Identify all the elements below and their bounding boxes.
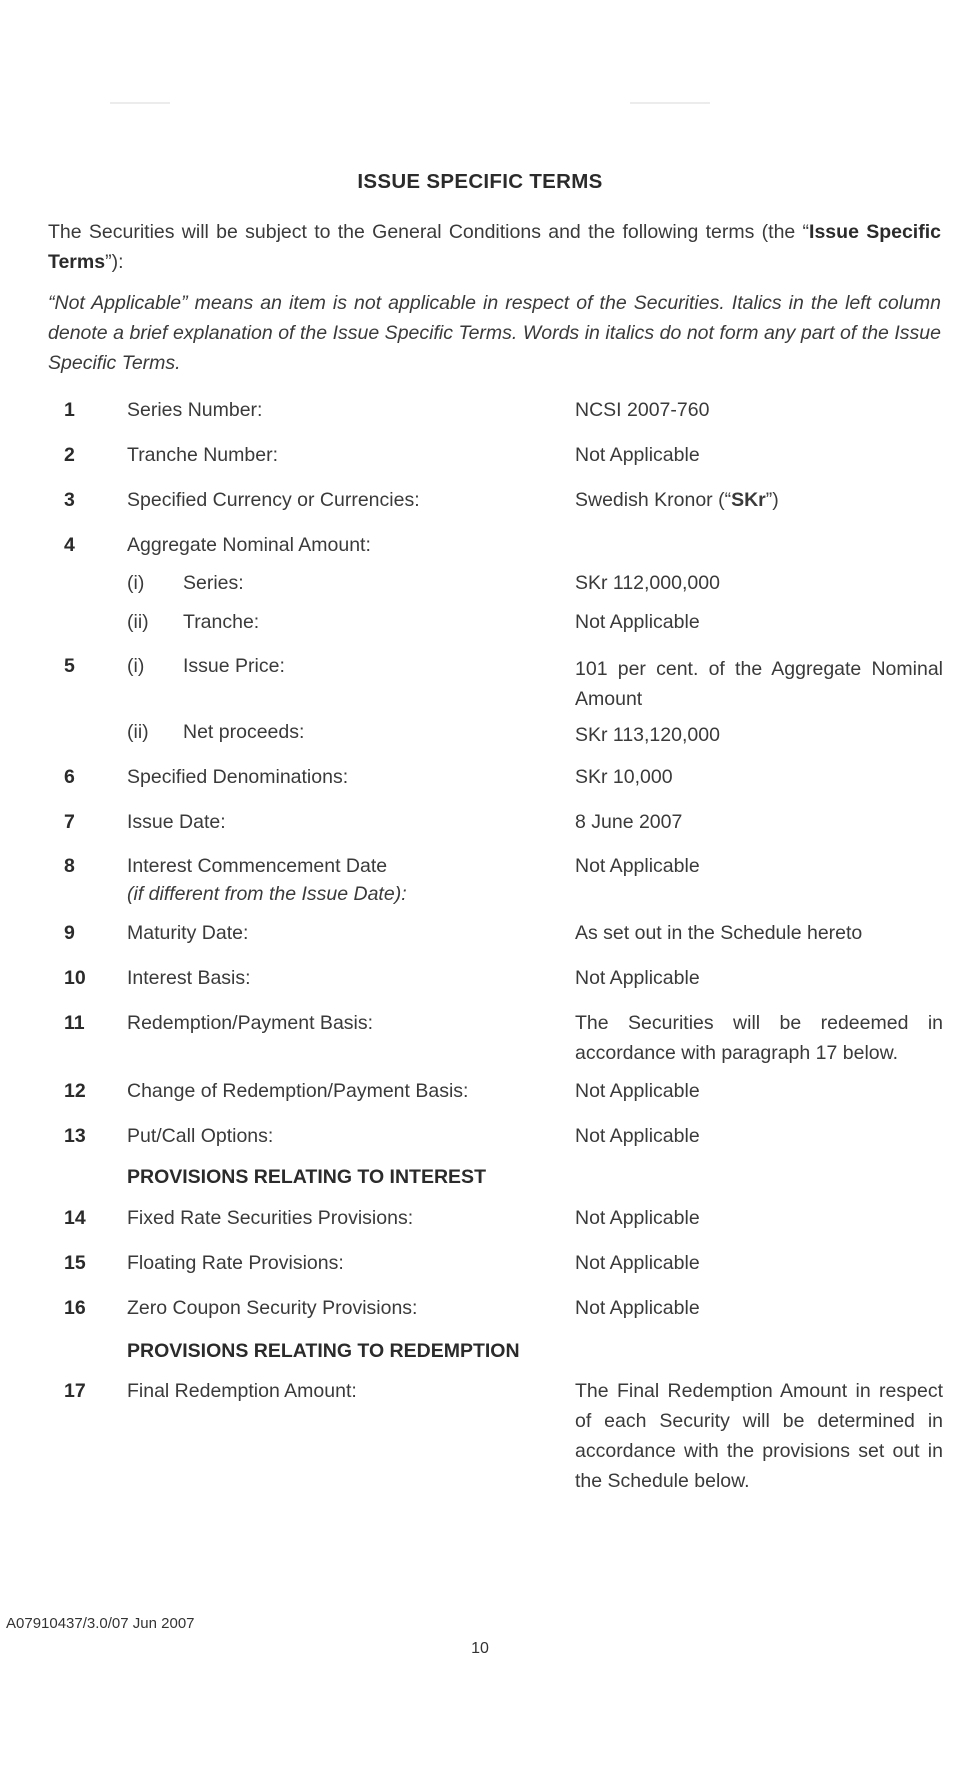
term-number: 17	[64, 1380, 86, 1402]
term-number: 9	[64, 922, 75, 944]
sub-number: (ii)	[127, 721, 149, 743]
term-number: 5	[64, 655, 75, 677]
term-value: Not Applicable	[575, 855, 700, 877]
term-label: Fixed Rate Securities Provisions:	[127, 1207, 414, 1229]
term-number: 1	[64, 399, 75, 421]
page-title: ISSUE SPECIFIC TERMS	[357, 170, 603, 193]
term-value: Not Applicable	[575, 611, 700, 633]
term-value: 101 per cent. of the Aggregate Nominal Amount	[575, 658, 943, 710]
italics-note: “Not Applicable” means an item is not applicable in respect of the Securities. Italics in the left column denote a brief explanation of the Issue Specific Terms. Words in italics do not form any part of the Issue Specific Terms.	[48, 292, 941, 374]
term-label: Specified Currency or Currencies:	[127, 489, 420, 511]
term-number: 13	[64, 1125, 86, 1147]
term-number: 3	[64, 489, 75, 511]
intro-text-end: ”):	[105, 251, 124, 273]
intro-paragraph	[48, 217, 941, 277]
term-label: Series Number:	[127, 399, 263, 421]
term-value: Not Applicable	[575, 1297, 700, 1319]
sub-label: Series:	[183, 572, 244, 594]
term-label: Put/Call Options:	[127, 1125, 274, 1147]
sub-label: Tranche:	[183, 611, 260, 633]
sub-label: Issue Price:	[183, 655, 285, 677]
term-value: Not Applicable	[575, 1125, 700, 1147]
intro-text: The Securities will be subject to the General Conditions and the following terms (the “	[48, 221, 810, 243]
scan-artifact	[630, 102, 710, 104]
term-number: 7	[64, 811, 75, 833]
term-value: Not Applicable	[575, 1207, 700, 1229]
term-label: Maturity Date:	[127, 922, 249, 944]
term-number: 10	[64, 967, 86, 989]
term-label-note: (if different from the Issue Date):	[127, 883, 407, 905]
term-label: Interest Commencement Date	[127, 855, 388, 877]
page-number: 10	[471, 1640, 489, 1657]
section-heading-interest: PROVISIONS RELATING TO INTEREST	[127, 1166, 486, 1188]
term-label: Issue Date:	[127, 811, 226, 833]
term-value: The Final Redemption Amount in respect of each Security will be determined in accordance with the provisions set out in the Schedule below.	[575, 1380, 943, 1492]
intro-defined-term: Issue Specific Terms	[48, 221, 941, 273]
sub-number: (i)	[127, 572, 145, 594]
term-value: SKr 112,000,000	[575, 572, 720, 594]
term-label: Zero Coupon Security Provisions:	[127, 1297, 418, 1319]
scan-artifact	[110, 102, 170, 104]
term-value	[575, 485, 943, 515]
term-value: The Securities will be redeemed in accordance with paragraph 17 below.	[575, 1012, 943, 1064]
term-number: 4	[64, 534, 75, 556]
term-number: 12	[64, 1080, 86, 1102]
term-label: Specified Denominations:	[127, 766, 349, 788]
term-value: 8 June 2007	[575, 811, 683, 833]
term-value: SKr 113,120,000	[575, 724, 720, 746]
term-label: Change of Redemption/Payment Basis:	[127, 1080, 469, 1102]
document-reference: A07910437/3.0/07 Jun 2007	[6, 1615, 195, 1632]
term-value: Not Applicable	[575, 967, 700, 989]
term-value: Not Applicable	[575, 1252, 700, 1274]
term-label: Tranche Number:	[127, 444, 279, 466]
term-value: As set out in the Schedule hereto	[575, 922, 863, 944]
sub-number: (ii)	[127, 611, 149, 633]
term-number: 14	[64, 1207, 86, 1229]
term-number: 2	[64, 444, 75, 466]
term-label: Redemption/Payment Basis:	[127, 1012, 374, 1034]
term-value: SKr 10,000	[575, 766, 673, 788]
term-value: Not Applicable	[575, 1080, 700, 1102]
term-label: Final Redemption Amount:	[127, 1380, 357, 1402]
term-number: 6	[64, 766, 75, 788]
term-number: 16	[64, 1297, 86, 1319]
term-value: Not Applicable	[575, 444, 700, 466]
value-defined-term: SKr	[731, 489, 766, 511]
term-number: 11	[64, 1012, 85, 1034]
term-label: Interest Basis:	[127, 967, 251, 989]
sub-label: Net proceeds:	[183, 721, 305, 743]
value-text: Swedish Kronor (“	[575, 489, 732, 511]
sub-number: (i)	[127, 655, 145, 677]
term-label: Floating Rate Provisions:	[127, 1252, 344, 1274]
section-heading-redemption: PROVISIONS RELATING TO REDEMPTION	[127, 1340, 520, 1362]
value-text-end: ”)	[765, 489, 779, 511]
term-label: Aggregate Nominal Amount:	[127, 534, 371, 556]
term-number: 8	[64, 855, 75, 877]
term-number: 15	[64, 1252, 86, 1274]
term-value: NCSI 2007-760	[575, 399, 710, 421]
